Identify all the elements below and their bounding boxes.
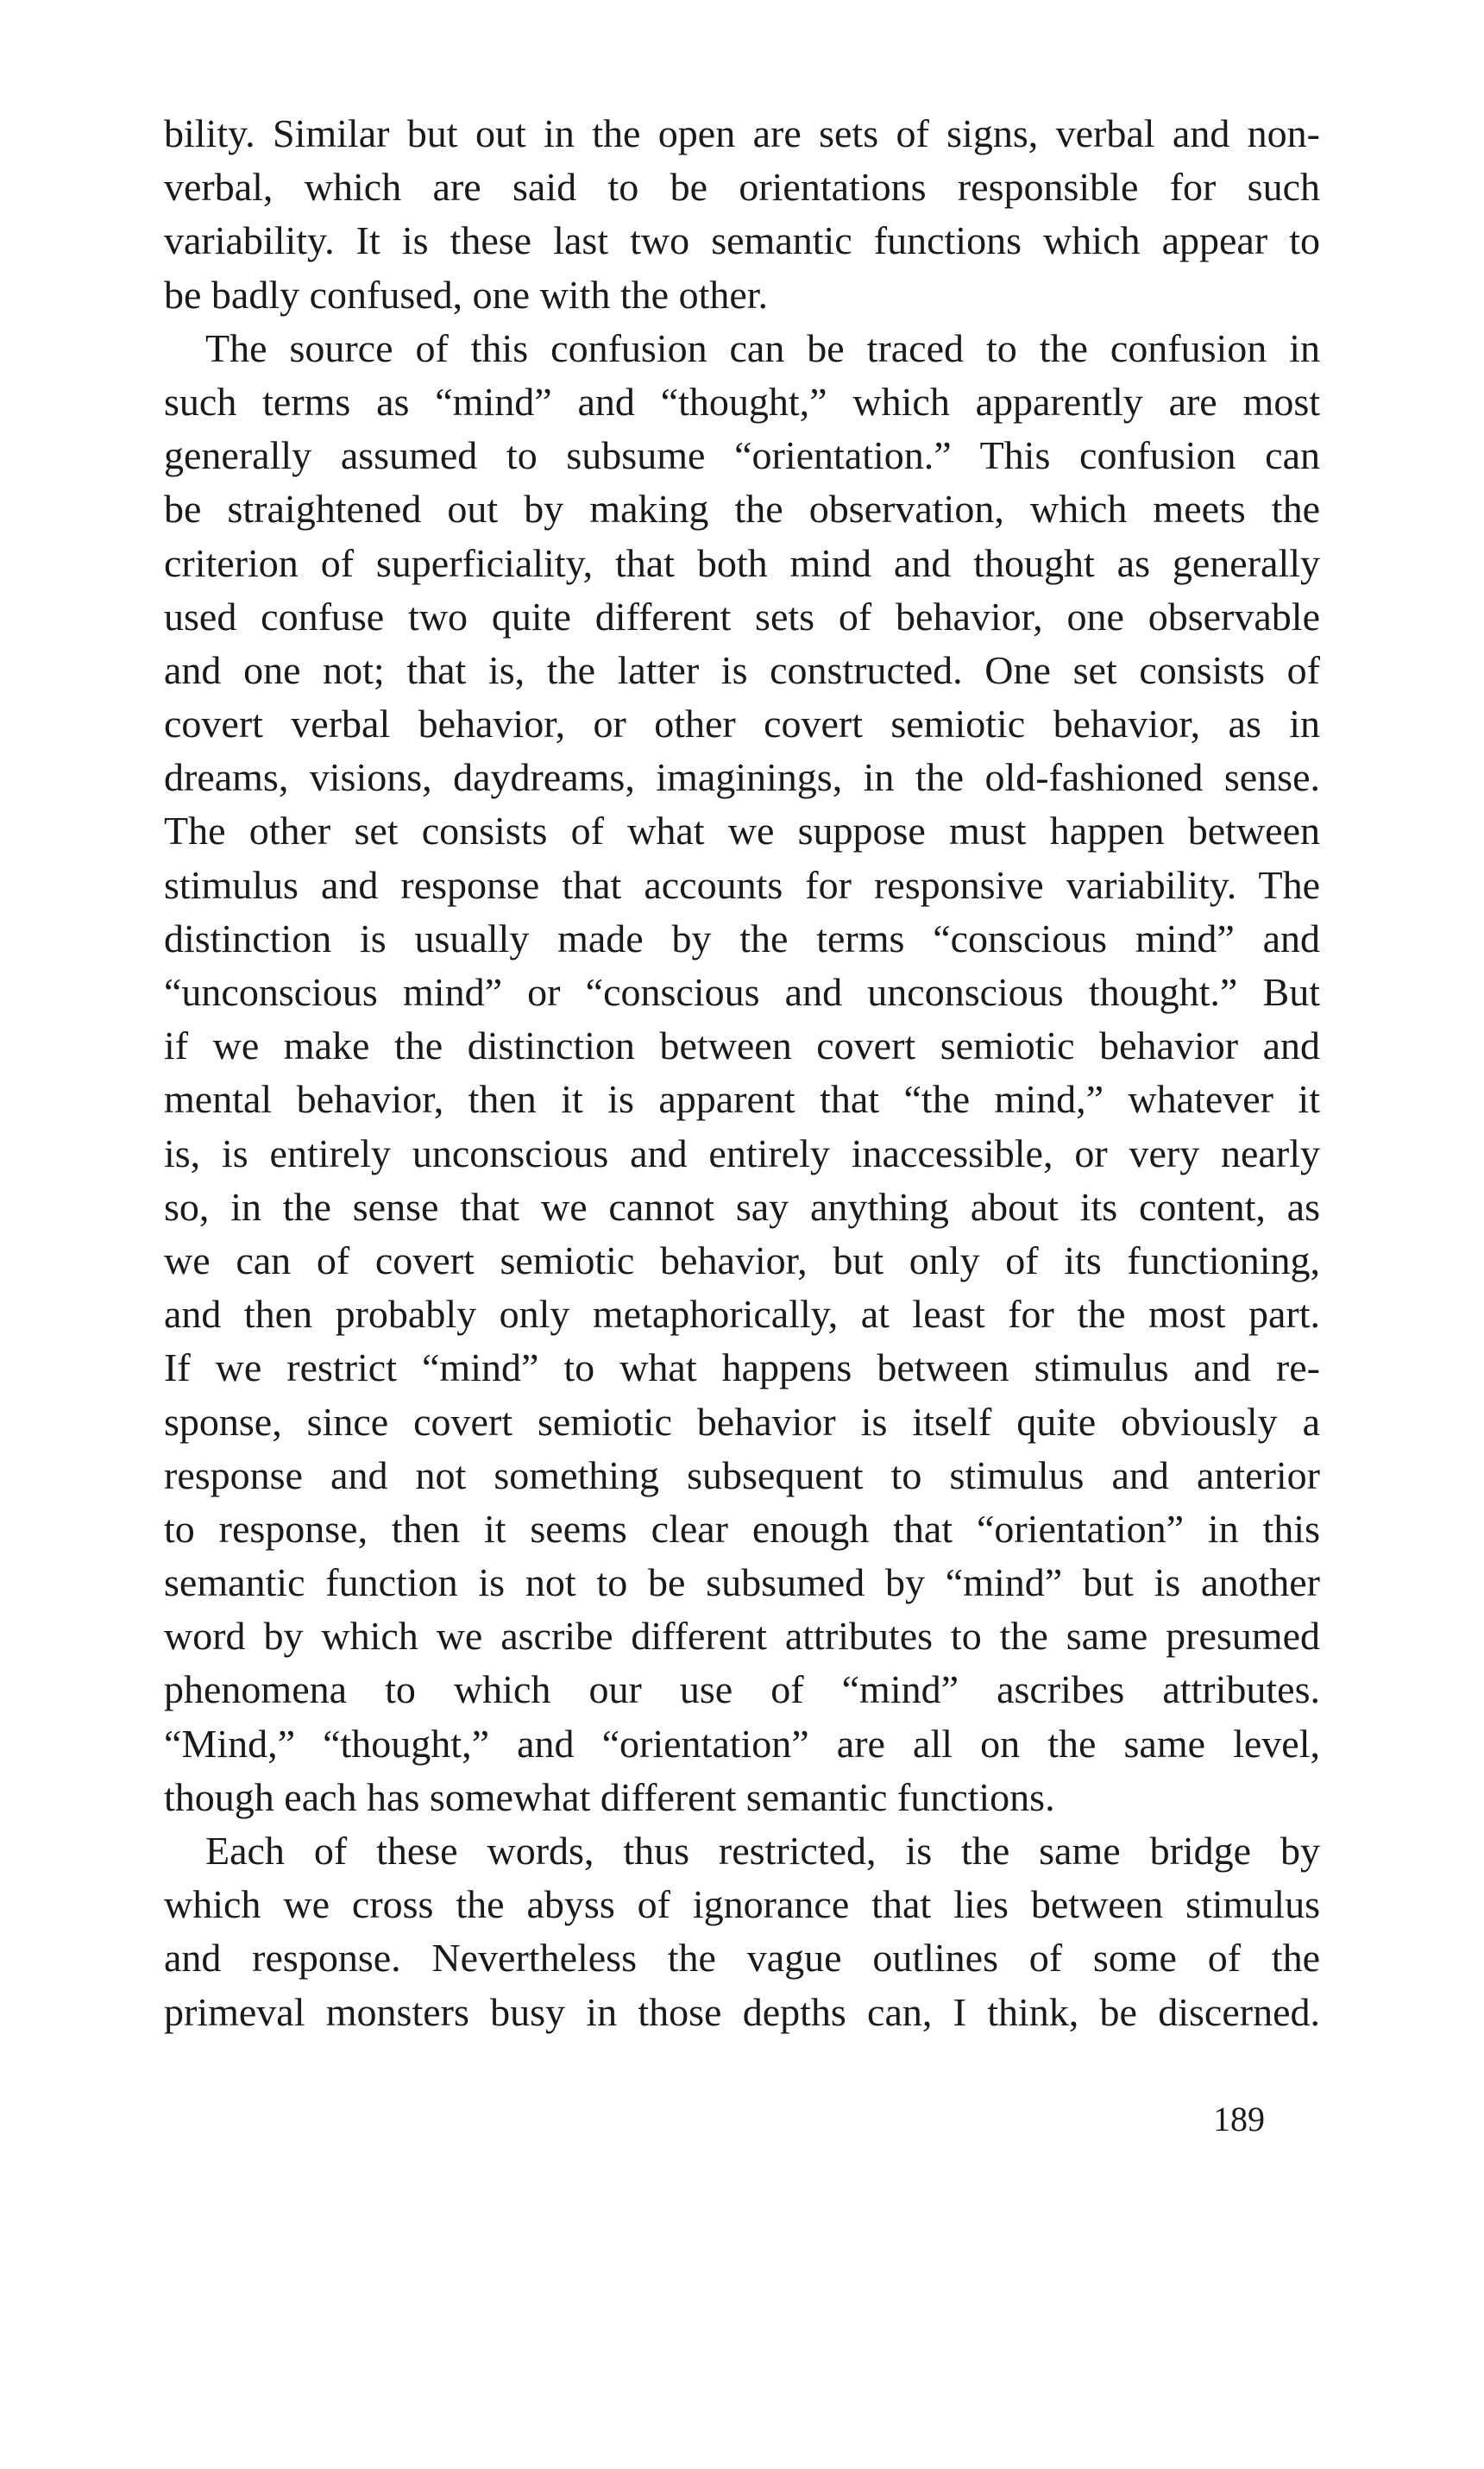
text-line: if we make the distinction between covert semiotic behavior and bbox=[164, 1024, 1320, 1068]
text-line: stimulus and response that accounts for responsive variability. The bbox=[164, 862, 1320, 907]
text-line: which we cross the abyss of ignorance that lies between stimulus bbox=[164, 1882, 1320, 1927]
text-line: be straightened out by making the observation, which meets the bbox=[164, 487, 1320, 532]
text-line: phenomena to which our use of “mind” ascribes attributes. bbox=[164, 1667, 1320, 1712]
text-line: dreams, visions, daydreams, imaginings, in the old-fashioned sense. bbox=[164, 755, 1320, 800]
text-line: The other set consists of what we suppose must happen between bbox=[164, 809, 1320, 853]
text-line: we can of covert semiotic behavior, but only of its functioning, bbox=[164, 1238, 1320, 1282]
paragraph bbox=[164, 322, 1320, 1824]
text-line: variability. It is these last two semantic functions which appear to bbox=[164, 218, 1320, 263]
text-line: semantic function is not to be subsumed by “mind” but is another bbox=[164, 1560, 1320, 1605]
text-line: and then probably only metaphorically, at least for the most part. bbox=[164, 1292, 1320, 1337]
text-line: bility. Similar but out in the open are sets of signs, verbal and non- bbox=[164, 111, 1320, 155]
text-line: so, in the sense that we cannot say anything about its content, as bbox=[164, 1184, 1320, 1229]
text-line: criterion of superficiality, that both mind and thought as generally bbox=[164, 540, 1320, 585]
text-line: generally assumed to subsume “orientation.” This confusion can bbox=[164, 433, 1320, 478]
paragraph bbox=[164, 1824, 1320, 2039]
text-line: and one not; that is, the latter is constructed. One set consists of bbox=[164, 647, 1320, 692]
text-line: primeval monsters busy in those depths can, I think, be discerned. bbox=[164, 1989, 1320, 2034]
text-line: and response. Nevertheless the vague outlines of some of the bbox=[164, 1936, 1320, 1981]
text-line: sponse, since covert semiotic behavior is itself quite obviously a bbox=[164, 1399, 1320, 1444]
text-line: covert verbal behavior, or other covert semiotic behavior, as in bbox=[164, 702, 1320, 746]
page-number: 189 bbox=[1213, 2100, 1265, 2138]
text-line: used confuse two quite different sets of behavior, one observable bbox=[164, 594, 1320, 639]
text-line: though each has somewhat different semantic functions. bbox=[164, 1774, 1055, 1819]
text-line: be badly confused, one with the other. bbox=[164, 272, 769, 317]
text-line: verbal, which are said to be orientations responsible for such bbox=[164, 165, 1320, 210]
text-line: The source of this confusion can be traced to the confusion in bbox=[205, 325, 1320, 370]
paragraph bbox=[164, 107, 1320, 322]
text-line: Each of these words, thus restricted, is the same bridge by bbox=[205, 1829, 1320, 1873]
text-line: “unconscious mind” or “conscious and unconscious thought.” But bbox=[164, 970, 1320, 1014]
text-line: word by which we ascribe different attributes to the same presumed bbox=[164, 1614, 1320, 1659]
text-line: response and not something subsequent to stimulus and anterior bbox=[164, 1452, 1320, 1497]
text-line: distinction is usually made by the terms “conscious mind” and bbox=[164, 916, 1320, 961]
text-line: is, is entirely unconscious and entirely inaccessible, or very nearly bbox=[164, 1131, 1320, 1175]
text-line: to response, then it seems clear enough that “orientation” in this bbox=[164, 1506, 1320, 1551]
text-line: such terms as “mind” and “thought,” which apparently are most bbox=[164, 379, 1320, 424]
body-text bbox=[164, 107, 1320, 2039]
text-line: If we restrict “mind” to what happens between stimulus and re- bbox=[164, 1345, 1320, 1390]
text-line: mental behavior, then it is apparent that “the mind,” whatever it bbox=[164, 1077, 1320, 1122]
text-line: “Mind,” “thought,” and “orientation” are all on the same level, bbox=[164, 1721, 1320, 1766]
